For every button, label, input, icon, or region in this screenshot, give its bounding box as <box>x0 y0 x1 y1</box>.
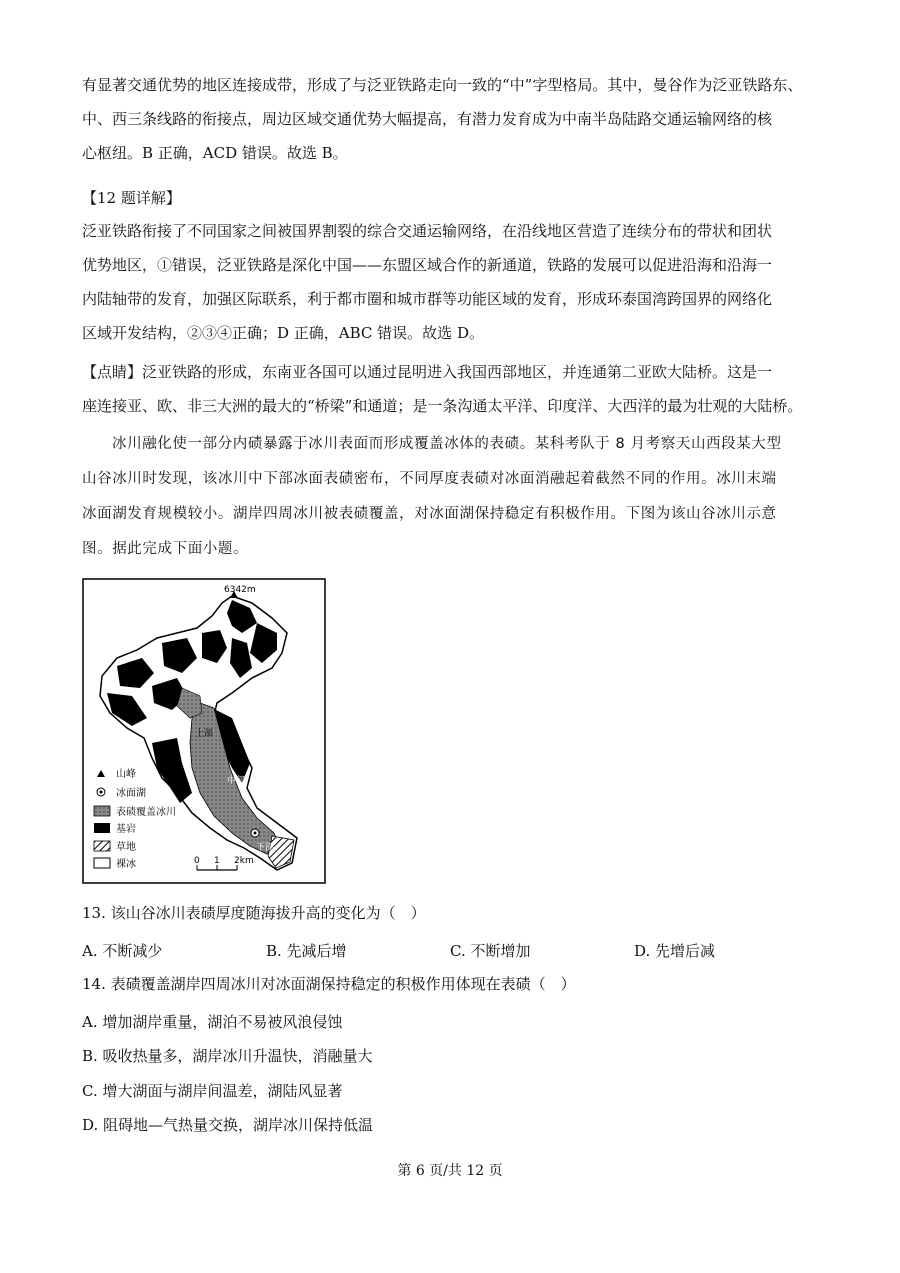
question-12-heading: 【12 题详解】 <box>82 189 181 207</box>
legend-grassland: 草地 <box>116 842 136 853</box>
grassland-swatch <box>94 841 110 851</box>
text-line: 中、西三条线路的衔接点，周边区域交通优势大幅提高，有潜力发育成为中南半岛陆路交通运输网络的核 <box>82 110 773 128</box>
bare-ice-swatch <box>94 858 110 868</box>
text-line: 冰面湖发育规模较小。湖岸四周冰川被表碛覆盖，对冰面湖保持稳定有积极作用。下图为该山谷冰川示意 <box>82 506 777 522</box>
text-line: 座连接亚、欧、非三大洲的最大的“桥梁”和通道；是一条沟通太平洋、印度洋、大西洋的最为壮观的大陆桥。 <box>82 397 803 415</box>
debris-swatch <box>94 806 110 816</box>
page-footer: 第 6 页/共 12 页 <box>397 1163 503 1179</box>
text-line: 泛亚铁路衔接了不同国家之间被国界割裂的综合交通运输网络，在沿线地区营造了连续分布的带状和团状 <box>82 222 773 240</box>
q14-option-c[interactable]: C. 增大湖面与湖岸间温差，湖陆风显著 <box>82 1082 343 1100</box>
legend-peak: 山峰 <box>116 769 136 780</box>
zone-lower-label: 下部 <box>256 843 275 853</box>
text-line: 区域开发结构，②③④正确；D 正确，ABC 错误。故选 D。 <box>82 324 484 342</box>
q14-option-b[interactable]: B. 吸收热量多，湖岸冰川升温快，消融量大 <box>82 1047 373 1065</box>
text-line: 【点睛】泛亚铁路的形成，东南亚各国可以通过昆明进入我国西部地区，并连通第二亚欧大陆桥。这是一 <box>82 363 773 381</box>
text-line: 图。据此完成下面小题。 <box>82 541 249 557</box>
point-paragraph <box>82 355 822 423</box>
bedrock-swatch <box>94 823 110 833</box>
q13-option-b[interactable]: B. 先减后增 <box>266 942 347 960</box>
q13-option-c[interactable]: C. 不断增加 <box>450 942 531 960</box>
scale-tick-0: 0 <box>194 856 200 866</box>
zone-upper-label: 上部 <box>195 729 214 739</box>
legend-bare-ice: 裸冰 <box>116 859 136 870</box>
text-line: 冰川融化使一部分内碛暴露于冰川表面而形成覆盖冰体的表碛。某科考队于 8 月考察天山西段某大型 <box>112 436 782 452</box>
q13-option-a[interactable]: A. 不断减少 <box>82 942 163 960</box>
peak-elevation-label: 6342m <box>224 585 256 595</box>
scale-tick-2: 2km <box>234 856 254 866</box>
q14-option-a[interactable]: A. 增加湖岸重量，湖泊不易被风浪侵蚀 <box>82 1013 343 1031</box>
question-14-stem: 14. 表碛覆盖湖岸四周冰川对冰面湖保持稳定的积极作用体现在表碛（ ） <box>82 975 576 993</box>
q14-option-d[interactable]: D. 阻碍地—气热量交换，湖岸冰川保持低温 <box>82 1116 374 1134</box>
legend-bedrock: 基岩 <box>116 824 136 835</box>
glacier-map <box>82 578 326 884</box>
answer-paragraph-11 <box>82 68 822 170</box>
scale-tick-1: 1 <box>214 856 220 866</box>
question-13-stem: 13. 该山谷冰川表碛厚度随海拔升高的变化为（ ） <box>82 904 426 922</box>
text-line: 山谷冰川时发现，该冰川中下部冰面表碛密布，不同厚度表碛对冰面消融起着截然不同的作用。冰川末端 <box>82 471 777 487</box>
q13-option-d[interactable]: D. 先增后减 <box>634 942 716 960</box>
text-line: 内陆轴带的发育，加强区际联系，利于都市圈和城市群等功能区域的发育，形成环泰国湾跨国界的网络化 <box>82 290 773 308</box>
zone-middle-label: 中部 <box>227 776 246 786</box>
text-line: 心枢纽。B 正确，ACD 错误。故选 B。 <box>82 144 348 162</box>
legend-lake: 冰面湖 <box>116 788 146 799</box>
text-line: 优势地区，①错误，泛亚铁路是深化中国——东盟区域合作的新通道，铁路的发展可以促进沿海和沿海一 <box>82 256 773 274</box>
legend-debris: 表碛覆盖冰川 <box>116 807 176 818</box>
answer-paragraph-12 <box>82 214 822 350</box>
text-line: 有显著交通优势的地区连接成带，形成了与泛亚铁路走向一致的“中”字型格局。其中，曼谷作为泛亚铁路东、 <box>82 76 803 94</box>
material-intro <box>82 427 822 567</box>
